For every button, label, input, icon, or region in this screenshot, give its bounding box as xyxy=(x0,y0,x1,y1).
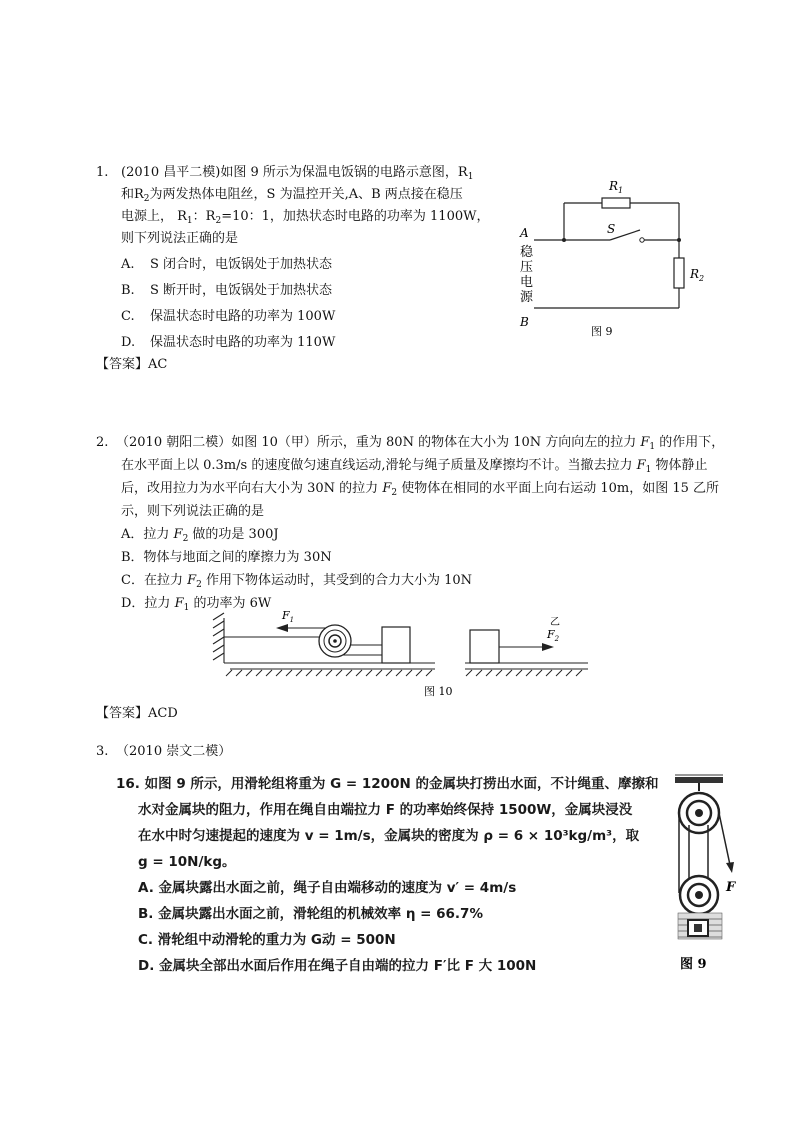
q2-number: 2. xyxy=(96,435,109,450)
switch-contact-icon xyxy=(640,238,644,242)
label-b: B xyxy=(520,315,529,329)
scan-option-b: B. 金属块露出水面之前，滑轮组的机械效率 η = 66.7% xyxy=(138,906,483,922)
junction-dot-icon xyxy=(562,238,566,242)
junction-dot-icon xyxy=(677,238,681,242)
q2-pulley-figure xyxy=(210,608,590,703)
label-yi: 乙 xyxy=(550,617,560,628)
scan-option-a: A. 金属块露出水面之前，绳子自由端移动的速度为 v′ = 4m/s xyxy=(138,880,517,896)
arrow-right-icon xyxy=(542,643,554,651)
label-f2: $F_2$ xyxy=(547,628,560,643)
label-source-1: 稳 xyxy=(520,245,534,260)
q2-answer: 【答案】ACD xyxy=(96,706,178,721)
q1-option-c: C. 保温状态时电路的功率为 100W xyxy=(121,309,336,324)
block-icon xyxy=(382,627,410,663)
q1-line2: 和$R_2$为两发热体电阻丝，S 为温控开关,A、B 两点接在稳压 xyxy=(121,187,463,204)
q2-line1: （2010 朝阳二模）如图 10（甲）所示，重为 80N 的物体在大小为 10N 方向向左的拉力 $F_1$ 的作用下， xyxy=(116,435,725,452)
label-f: F xyxy=(726,880,736,895)
label-s: S xyxy=(607,222,616,236)
q3-number: 3. xyxy=(96,744,109,759)
q1-number: 1. xyxy=(96,165,109,180)
q1-line4: 则下列说法正确的是 xyxy=(121,231,239,246)
q1-option-b: B. S 断开时，电饭锅处于加热状态 xyxy=(121,283,333,298)
q1-answer: 【答案】AC xyxy=(96,357,168,372)
q3-header: （2010 崇文二模） xyxy=(116,744,232,759)
scan-option-c: C. 滑轮组中动滑轮的重力为 G动 = 500N xyxy=(138,932,396,948)
label-a: A xyxy=(520,226,529,240)
scan-line-4: g = 10N/kg。 xyxy=(138,854,236,870)
arrow-down-icon xyxy=(726,862,734,873)
q3-scanned-problem xyxy=(108,770,678,980)
q1-option-d: D. 保温状态时电路的功率为 110W xyxy=(121,335,336,350)
q2-line4: 示，则下列说法正确的是 xyxy=(121,504,265,519)
figure-9-caption: 图 9 xyxy=(591,325,613,338)
scan-line-2: 水对金属块的阻力，作用在绳自由端拉力 F 的功率始终保持 1500W，金属块浸没 xyxy=(138,802,633,818)
scan-option-d: D. 金属块全部出水面后作用在绳子自由端的拉力 F′比 F 大 100N xyxy=(138,958,537,974)
label-f1: $F_1$ xyxy=(282,609,295,624)
q1-circuit-diagram xyxy=(514,170,704,342)
r1-resistor-icon xyxy=(602,198,630,208)
q2-line3: 后，改用拉力为水平向右大小为 30N 的拉力 $F_2$ 使物体在相同的水平面上向右运动 10m，如图 15 乙所 xyxy=(121,481,720,498)
block-icon xyxy=(470,630,499,663)
label-source-4: 源 xyxy=(520,290,534,305)
q1-line3: 电源上， $R_1$：$R_2=10$：1，加热状态时电路的功率为 1100W， xyxy=(121,209,490,226)
arrow-left-icon xyxy=(276,624,288,632)
figure-10-caption: 图 10 xyxy=(424,685,453,698)
label-r1: $R_1$ xyxy=(609,179,624,195)
label-source-2: 压 xyxy=(520,260,534,275)
q1-option-a: A. S 闭合时，电饭锅处于加热状态 xyxy=(121,257,333,272)
scan-line-3: 在水中时匀速提起的速度为 v = 1m/s，金属块的密度为 ρ = 6 × 10³kg/m³，取 xyxy=(138,828,640,844)
label-r2: $R_2$ xyxy=(690,267,704,283)
r2-resistor-icon xyxy=(674,258,684,288)
q2-option-c: C．在拉力 $F_2$ 作用下物体运动时，其受到的合力大小为 10N xyxy=(121,573,473,590)
q2-option-b: B．物体与地面之间的摩擦力为 30N xyxy=(121,550,332,565)
scan-line-1: 16. 如图 9 所示，用滑轮组将重为 G = 1200N 的金属块打捞出水面，不计绳重、摩擦和 xyxy=(116,776,659,792)
q2-option-d: D．拉力 $F_1$ 的功率为 6W xyxy=(121,596,272,613)
q1-line1: (2010 昌平二模)如图 9 所示为保温电饭锅的电路示意图，$R_1$ xyxy=(121,165,474,182)
label-source-3: 电 xyxy=(520,275,534,290)
q2-line2: 在水平面上以 0.3m/s 的速度做匀速直线运动,滑轮与绳子质量及摩擦均不计。当撤去拉力 $F_1$ 物体静止 xyxy=(121,458,708,475)
figure-9-caption-scan: 图 9 xyxy=(680,957,707,972)
q3-pulley-block-figure xyxy=(670,773,740,988)
q2-option-a: A．拉力 $F_2$ 做的功是 300J xyxy=(121,527,279,544)
